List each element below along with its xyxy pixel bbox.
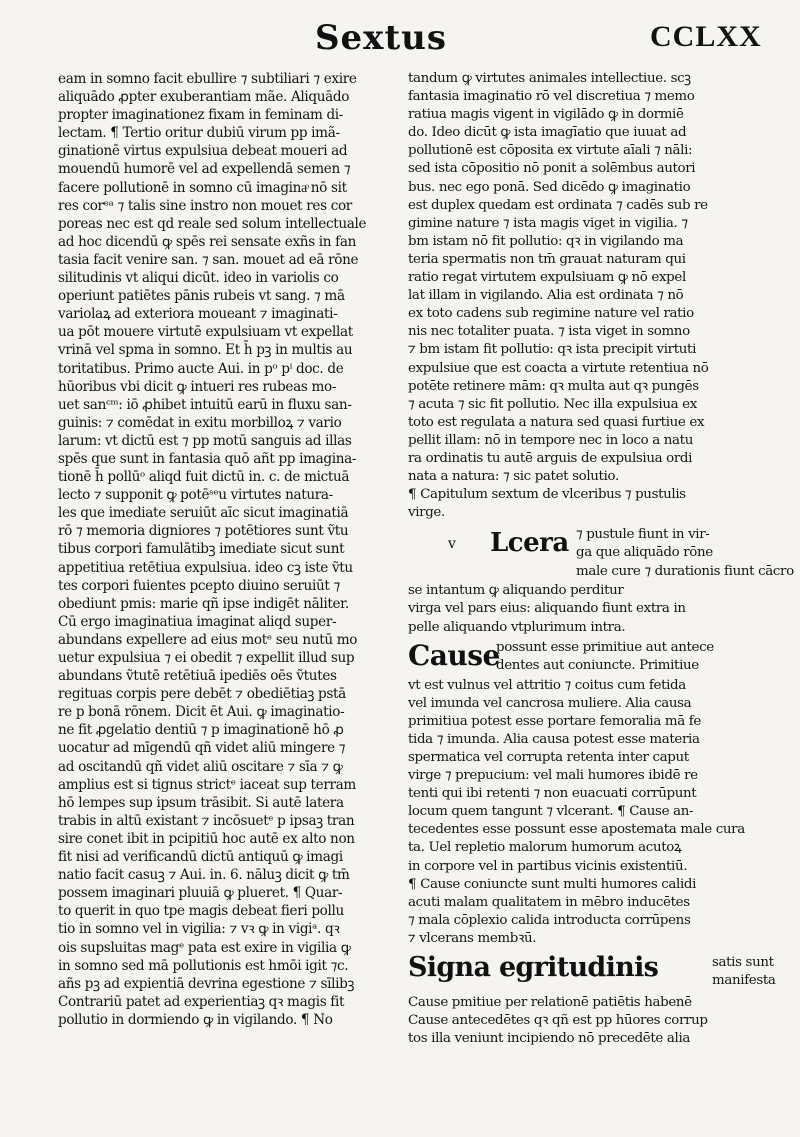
text-line: appetitiua retētiua expulsiua. ideo cꝫ iste ṽtu <box>58 559 353 576</box>
text-line: pollutionē est cōposita ex virtute aīali ⁊ nāli: <box>408 143 693 159</box>
right-column-lower <box>408 677 766 948</box>
right-column-bottom <box>408 994 766 1048</box>
text-line: dentes aut coniuncte. Primitiue <box>496 657 699 673</box>
text-line: silitudinis vt aliqui dicūt. ideo in variolis co <box>58 270 339 287</box>
text-line: variolaꝝ ad exteriora moueant ⁊ imaginati- <box>58 306 338 323</box>
text-line: lectam. ¶ Tertio oritur dubiū virum pp imã- <box>58 125 340 142</box>
right-column-top <box>408 70 766 522</box>
right-column-middle <box>408 582 766 636</box>
text-line: guinis: ⁊ comēdat in exitu morbilloꝝ ⁊ vario <box>58 414 342 431</box>
text-line: fantasia imaginatio rō vel discretiua ⁊ memo <box>408 89 695 105</box>
text-line: ⁊ acuta ⁊ sic fit pollutio. Nec illa expulsiua ex <box>408 396 697 412</box>
text-line: nis nec totaliter puata. ⁊ ista viget in somno <box>408 324 690 340</box>
ulcera-lines <box>576 526 794 580</box>
text-line: primitiua potest esse portare femoralia mā fe <box>408 713 701 729</box>
text-line: vrinā vel spma in somno. Et h̄ pꝫ in multis au <box>58 342 353 359</box>
text-line: possem imaginari pluuiā ꝙ plueret. ¶ Quar- <box>58 885 343 902</box>
text-line: fit nisi ad verificandū dictū antiquū ꝙ imagi <box>58 849 343 866</box>
text-line: ginationē virtus expulsiua debeat moueri ad <box>58 143 348 160</box>
text-line: trabis in altū existant ⁊ incōsuetᵉ p ipsaꝫ tran <box>58 812 355 829</box>
text-line: res corᵉᵃ ⁊ talis sine instro non mouet res cor <box>58 197 352 214</box>
text-line: Cause pmitiue per relationē patiētis habenē <box>408 995 692 1011</box>
text-line: ad hoc dicendū ꝙ spēs rei sensate exñs in fan <box>58 233 357 250</box>
text-line: bm istam nō fit pollutio: qꝛ in vigilando ma <box>408 233 684 249</box>
text-line: natio facit casuꝫ ⁊ Aui. in. 6. nāluꝫ dicit ꝙ tm̄ <box>58 867 350 884</box>
text-line: in corpore vel in partibus vicinis existentiū. <box>408 858 688 874</box>
text-line: ad oscitandū qñ videt aliū oscitare ⁊ sīa ⁊ ꝙ <box>58 758 343 775</box>
text-line: possunt esse primitiue aut antece <box>496 639 714 655</box>
text-line: satis sunt <box>712 955 774 971</box>
text-line: manifesta <box>712 973 776 989</box>
text-line: tos illa veniunt incipiendo nō precedēte alia <box>408 1031 691 1047</box>
text-line: añs pꝫ ad expientiā devrina egestione ⁊ sīlibꝫ <box>58 975 355 992</box>
text-line: teria spermatis non tm̄ grauat naturam qui <box>408 251 686 267</box>
guide-letter: v <box>448 536 456 553</box>
text-line: tibus corpori famulātibꝫ imediate sicut sunt <box>58 541 345 558</box>
text-line: uocatur ad mīgendū qñ videt aliū mingere ⁊ <box>58 740 346 757</box>
text-line: spermatica vel corrupta retenta inter caput <box>408 750 689 765</box>
text-line: Contrariū patet ad experientiaꝫ qꝛ magis fit <box>58 993 345 1010</box>
text-line: pollutio in dormiendo ꝙ in vigilando. ¶ No <box>58 1011 333 1028</box>
text-line: sed ista cōpositio nō ponit a solēmbus autori <box>408 161 696 177</box>
text-line: gimine nature ⁊ ista magis viget in vigilia. ⁊ <box>408 215 688 231</box>
text-line: uetur expulsiua ⁊ ei obedit ⁊ expellit illud sup <box>58 650 355 666</box>
text-line: ⁊ pustule fiunt in vir- <box>576 527 710 543</box>
running-head <box>0 14 800 70</box>
text-line: ga que aliquādo rōne <box>576 545 713 561</box>
text-line: eam in somno facit ebullire ⁊ subtiliari ⁊ exire <box>58 71 357 87</box>
text-line: regituas corpis pere debēt ⁊ obediētiaꝫ pstā <box>58 686 346 703</box>
text-line: ua pōt mouere virtutē expulsiuam vt expellat <box>58 324 353 341</box>
text-line: tenti qui ibi retenti ⁊ non euacuati corrūpunt <box>408 786 697 802</box>
text-line: nata a natura: ⁊ sic patet solutio. <box>408 469 619 485</box>
text-line: expulsiue que est coacta a virtute retentiua nō <box>408 360 709 376</box>
text-line: ex toto cadens sub regimine nature vel ratio <box>408 306 694 322</box>
folio-number: CCLXX <box>650 20 762 53</box>
text-line: bus. nec ego ponā. Sed dicēdo ꝙ imaginatio <box>408 179 691 195</box>
text-line: pellit illam: nō in tempore nec in loco a natu <box>408 432 693 448</box>
text-line: sire conet ibit in pcipitiū hoc autē ex alto non <box>58 830 355 847</box>
text-line: ra ordinatis tu autē arguis de expulsiua ordi <box>408 450 693 466</box>
text-line: hūoribus vbi dicit ꝙ intueri res rubeas mo- <box>58 378 337 395</box>
text-line: potēte retinere mām: qꝛ multa aut qꝛ pungēs <box>408 378 699 394</box>
text-line: tes corpori fuientes pcepto diuino seruiūt ⁊ <box>58 577 340 594</box>
text-line: virge. <box>408 505 445 521</box>
ulcera-word: Lcera <box>490 528 569 559</box>
text-line: ne fit ꝓgelatio dentiū ⁊ p imaginationē hō ꝓ <box>58 722 344 739</box>
text-line: do. Ideo dicūt ꝙ ista imagīatio que iuuat ad <box>408 125 687 141</box>
text-line: lat illam in vigilando. Alia est ordinata ⁊ nō <box>408 288 684 304</box>
text-line: tionē h̄ pollūᵒ aliqd fuit dictū in. c. de mictuā <box>58 469 350 486</box>
text-line: obediunt pmis: marie qñ ipse indigēt nāliter. <box>58 595 349 612</box>
text-line: rō ⁊ memoria digniores ⁊ potētiores sunt ṽtu <box>58 523 349 540</box>
text-line: ⁊ bm istam fit pollutio: qꝛ ista precipit virtuti <box>408 342 696 358</box>
text-line: ¶ Capitulum sextum de vlceribus ⁊ pustulis <box>408 487 686 503</box>
text-line: virge ⁊ prepucium: vel mali humores ibidē re <box>408 768 698 784</box>
text-line: tida ⁊ imunda. Alia causa potest esse materia <box>408 731 700 747</box>
text-line: ⁊ mala cōplexio calida introducta corrūpens <box>408 912 691 928</box>
text-line: abundans expellere ad eius motᵉ seu nutū mo <box>58 631 358 648</box>
text-line: acuti malam qualitatem in mēbro inducētes <box>408 894 690 910</box>
signa-lines <box>712 954 776 990</box>
text-line: ¶ Cause coniuncte sunt multi humores calidi <box>408 876 697 892</box>
text-line: tio in somno vel in vigilia: ⁊ vꝛ ꝙ in vigiᵃ. qꝛ <box>58 921 340 938</box>
cause-word: Cause <box>408 638 500 672</box>
text-line: locum quem tangunt ⁊ vlcerant. ¶ Cause an- <box>408 804 694 820</box>
text-line: vt est vulnus vel attritio ⁊ coitus cum fetida <box>408 677 686 693</box>
text-line: mouendū humorē vel ad expellendā semen ⁊ <box>58 161 351 178</box>
signa-word: Signa egritudinis <box>408 952 659 984</box>
text-line: to querit in quo tpe magis debeat fieri pollu <box>58 903 344 920</box>
text-line: uet sanᶜᵐ: iō ꝓhibet intuitū earū in fluxu san- <box>58 396 352 413</box>
text-line: larum: vt dictū est ⁊ pp motū sanguis ad illas <box>58 432 352 449</box>
text-line: se intantum ꝙ aliquando perditur <box>408 583 624 599</box>
text-line: ois supsluitas magᵉ pata est exire in vigilia ꝙ <box>58 939 351 956</box>
text-line: toritatibus. Primo aucte Aui. in pᵒ pⁱ doc. de <box>58 360 344 377</box>
signa-heading <box>408 952 776 994</box>
text-line: abundans ṽtutē retētiuā ipediēs oēs ṽtutes <box>58 668 337 685</box>
text-line: Cū ergo imaginatiua imaginat aliqd super- <box>58 613 337 630</box>
text-line: operiunt patiētes pānis rubeis vt sang. ⁊ mā <box>58 288 345 305</box>
text-line: amplius est si tignus strictᵉ iaceat sup terram <box>58 776 356 793</box>
text-line: toto est regulata a natura sed quasi furtiue ex <box>408 414 705 430</box>
text-line: tecedentes esse possunt esse apostemata male cura <box>408 822 745 838</box>
text-line: propter imaginationez fixam in feminam di- <box>58 107 344 124</box>
text-line: spēs que sunt in fantasia quō añt pp imagina- <box>58 450 357 467</box>
text-line: virga vel pars eius: aliquando fiunt extra in <box>408 601 686 617</box>
text-line: hō lempes sup ipsum trāsibit. Si autē latera <box>58 794 344 811</box>
text-line: est duplex quedam est ordinata ⁊ cadēs sub re <box>408 197 708 213</box>
text-line: les que imediate seruiūt aīc sicut imaginatiā <box>58 505 349 522</box>
text-line: tasia facit venire san. ⁊ san. mouet ad eā rōne <box>58 251 359 268</box>
text-line: poreas nec est qd reale sed solum intellectuale <box>58 215 367 232</box>
text-line: aliquādo ꝓpter exuberantiam mãe. Aliquādo <box>58 89 350 106</box>
text-line: male cure ⁊ durationis fiunt cācro <box>576 563 794 579</box>
text-line: tandum ꝙ virtutes animales intellectiue. scꝫ <box>408 71 691 86</box>
text-line: vel imunda vel cancrosa muliere. Alia causa <box>408 695 692 711</box>
cause-heading <box>408 639 766 677</box>
text-line: lecto ⁊ supponit ꝙ potēˢᵉu virtutes natura- <box>58 487 333 504</box>
cause-lines <box>496 639 768 675</box>
right-column <box>408 70 794 1048</box>
text-line: in somno sed mā pollutionis est hmōi igit ⁊c. <box>58 957 349 974</box>
text-line: re p bonā rōnem. Dicit ēt Aui. ꝙ imaginatio- <box>58 704 345 721</box>
text-line: ratio regat virtutem expulsiuam ꝙ nō expel <box>408 270 686 286</box>
text-line: ⁊ vlcerans membꝛū. <box>408 930 537 946</box>
text-line: Cause antecedētes qꝛ qñ est pp hūores corrup <box>408 1013 708 1029</box>
text-line: facere pollutionē in somno cū imaginaͦ nō sit <box>58 179 347 196</box>
text-line: ratiua magis vigent in vigilādo ꝙ in dormiē <box>408 107 684 123</box>
text-line: pelle aliquando vtplurimum intra. <box>408 619 626 635</box>
ulcera-initial <box>408 526 794 580</box>
running-title: Sextus <box>315 18 448 58</box>
left-column <box>58 70 398 1029</box>
text-line: ta. Uel repletio malorum humorum acutoꝝ <box>408 840 682 856</box>
